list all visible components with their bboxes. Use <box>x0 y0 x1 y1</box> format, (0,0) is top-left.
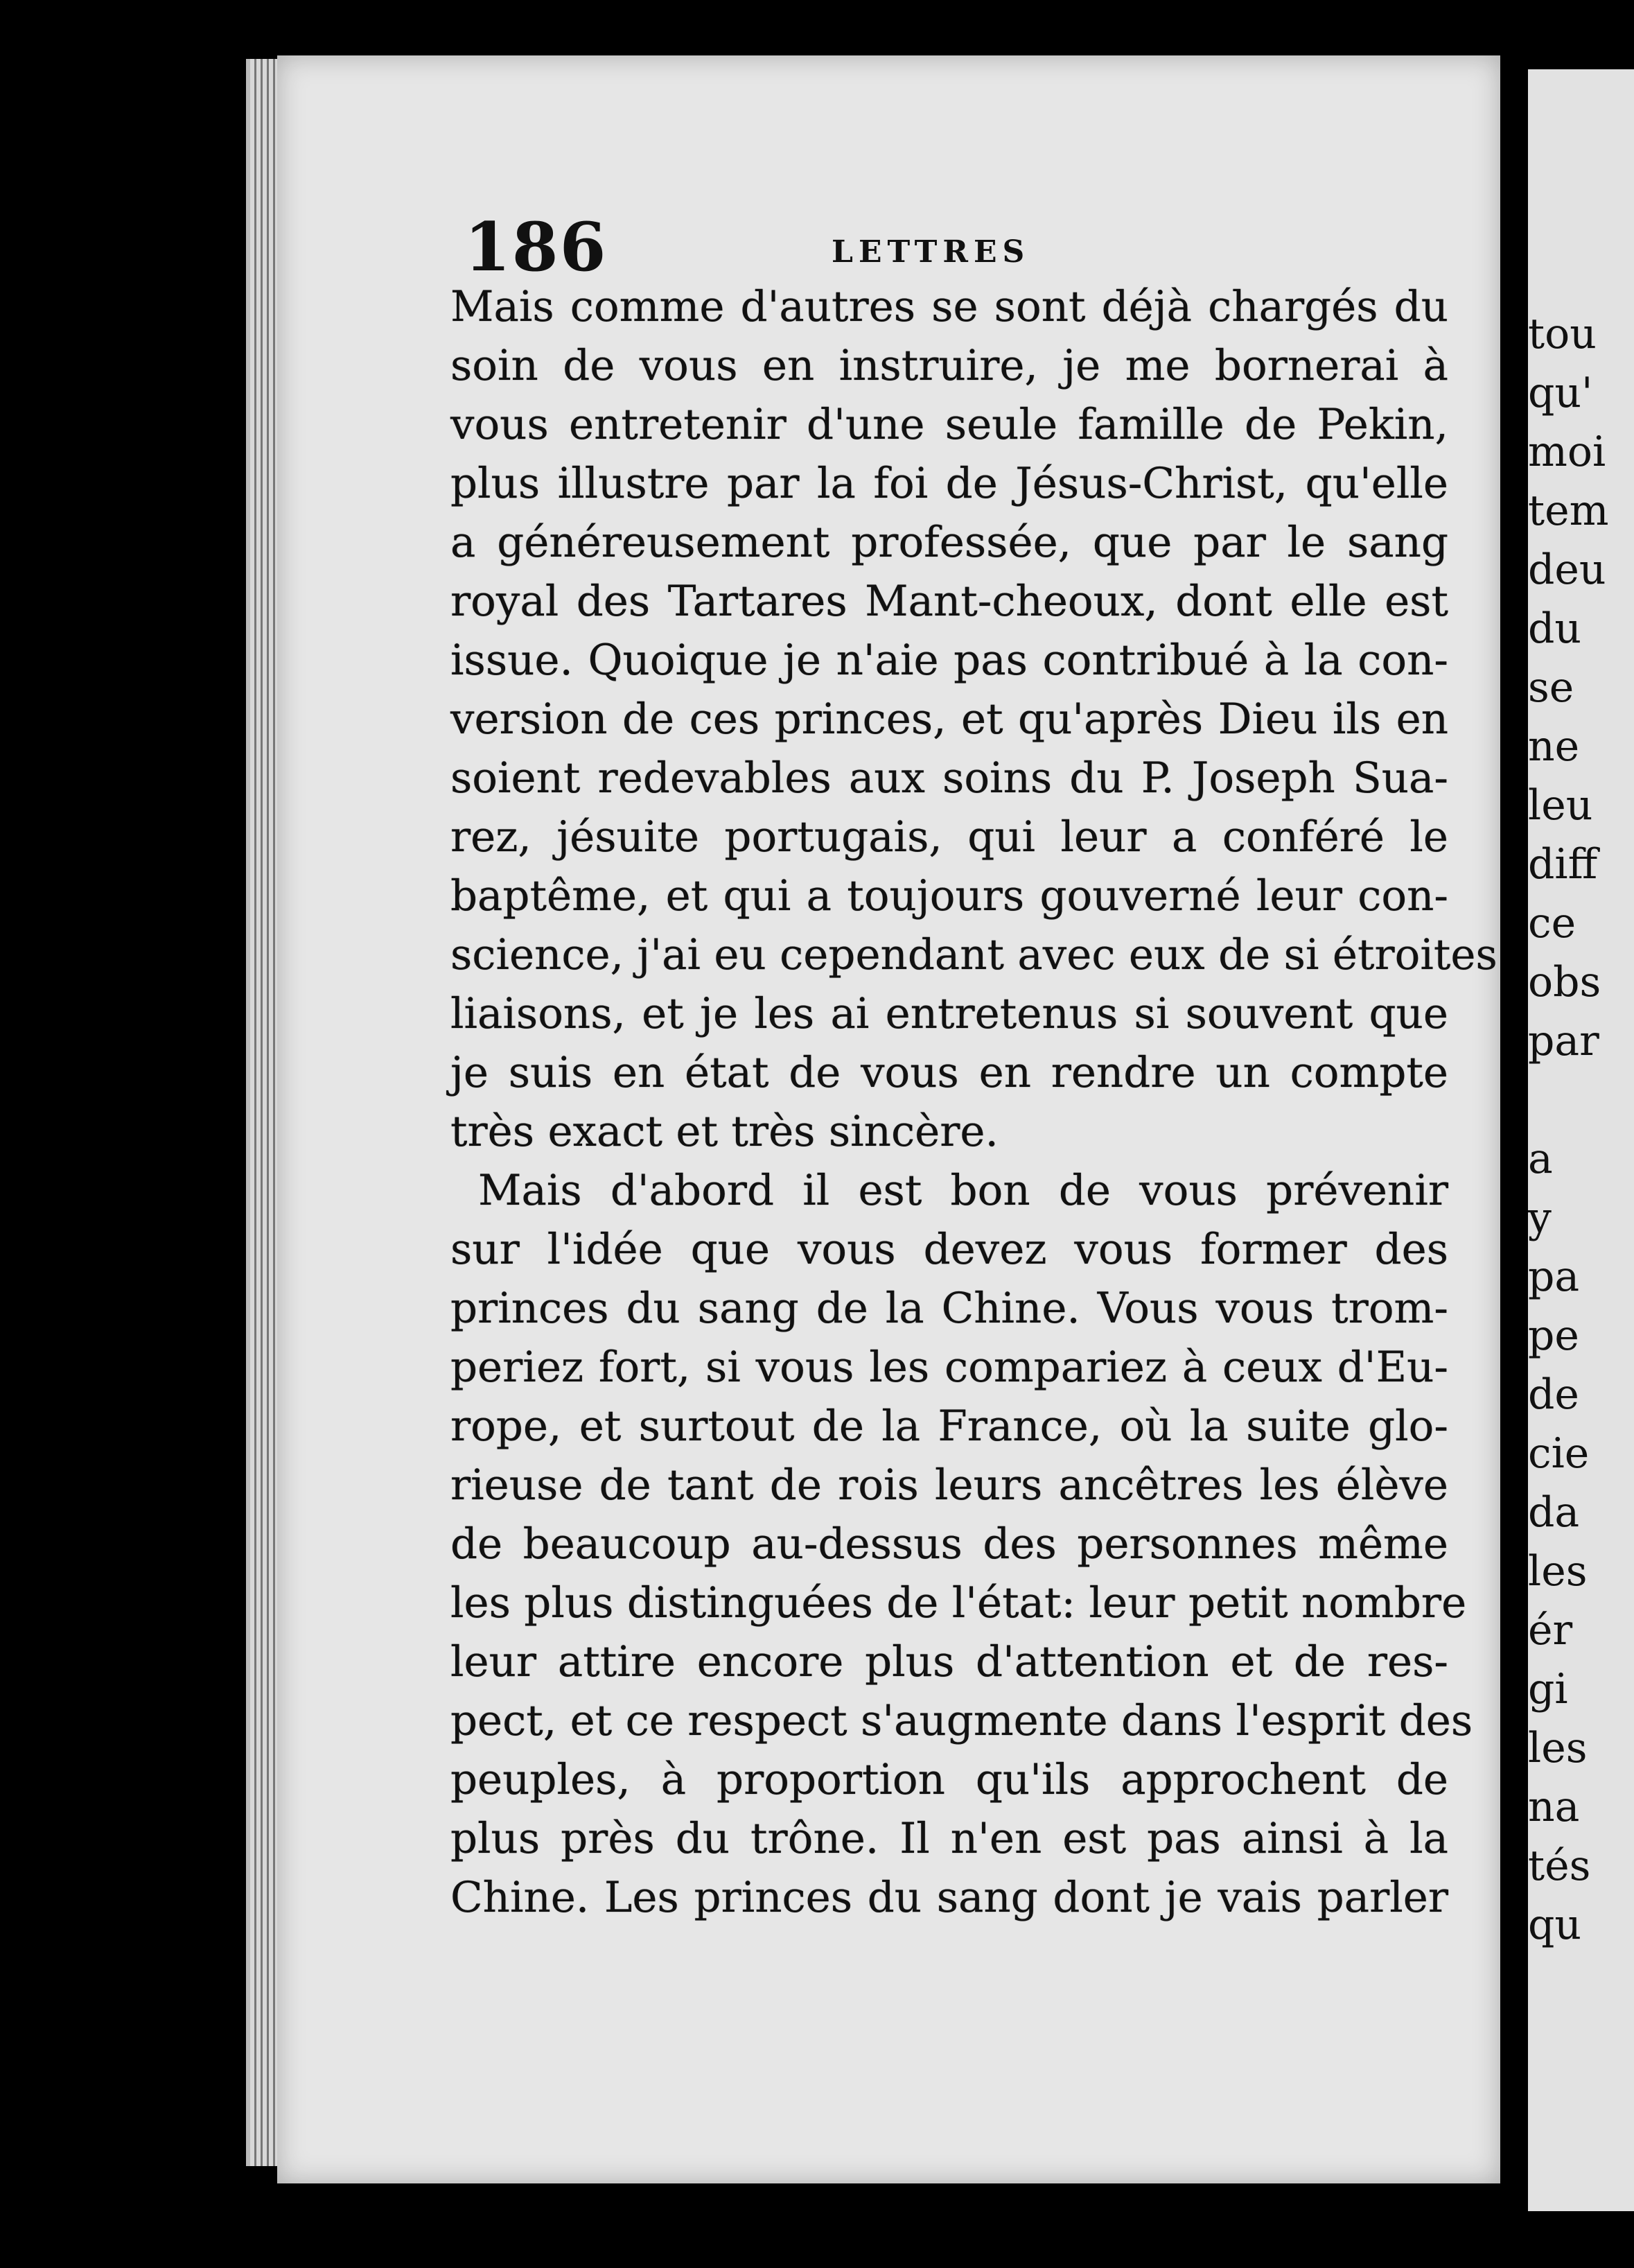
text-line: rieuse de tant de rois leurs ancêtres les élève <box>450 1460 1448 1510</box>
facing-line: se <box>1528 663 1574 712</box>
text-line: baptême, et qui a toujours gouverné leur con- <box>450 871 1448 921</box>
body-text <box>450 277 1497 1927</box>
facing-line: na <box>1528 1783 1580 1831</box>
facing-line: deu <box>1528 546 1606 594</box>
facing-line <box>1528 1071 1609 1130</box>
facing-line: qu' <box>1528 369 1593 417</box>
facing-line: leu <box>1528 781 1593 830</box>
text-line: rope, et surtout de la France, où la suite glo- <box>450 1402 1448 1451</box>
facing-page-edge <box>1528 69 1634 2211</box>
text-line: les plus distinguées de l'état: leur petit nombre <box>450 1578 1467 1628</box>
facing-line: pe <box>1528 1311 1579 1360</box>
text-line: rez, jésuite portugais, qui leur a conféré le <box>450 812 1448 862</box>
facing-line: gi <box>1528 1665 1568 1713</box>
text-line: royal des Tartares Mant-cheoux, dont elle est <box>450 577 1448 626</box>
facing-line: les <box>1528 1547 1588 1596</box>
text-line: Mais comme d'autres se sont déjà chargés du <box>450 282 1448 331</box>
text-line: peuples, à proportion qu'ils approchent de <box>450 1755 1448 1804</box>
text-line: soient redevables aux soins du P. Joseph Sua- <box>450 753 1448 803</box>
facing-line: y <box>1528 1194 1552 1242</box>
text-line: pect, et ce respect s'augmente dans l'esprit des <box>450 1696 1473 1745</box>
text-line: princes du sang de la Chine. Vous vous trom- <box>450 1284 1448 1333</box>
page-number: 186 <box>464 208 608 286</box>
facing-page-text <box>1528 305 1609 1955</box>
text-line: de beaucoup au-dessus des personnes même <box>450 1519 1448 1569</box>
text-line: a généreusement professée, que par le sang <box>450 518 1448 567</box>
text-line: version de ces princes, et qu'après Dieu ils en <box>450 695 1448 744</box>
facing-line: obs <box>1528 958 1601 1006</box>
text-line: très exact et très sincère. <box>450 1107 999 1156</box>
running-title: LETTRES <box>832 234 1030 270</box>
facing-line: tou <box>1528 310 1597 358</box>
text-line: je suis en état de vous en rendre un compte <box>450 1048 1448 1097</box>
facing-line: pa <box>1528 1253 1580 1301</box>
facing-line: tem <box>1528 487 1609 535</box>
facing-line: du <box>1528 604 1582 653</box>
text-line: Mais d'abord il est bon de vous prévenir <box>478 1166 1448 1215</box>
facing-line: moi <box>1528 428 1606 476</box>
text-line: science, j'ai eu cependant avec eux de si étroites <box>450 930 1497 979</box>
facing-line: diff <box>1528 840 1598 889</box>
text-line: sur l'idée que vous devez vous former des <box>450 1225 1448 1274</box>
facing-line: ce <box>1528 899 1576 948</box>
text-line: liaisons, et je les ai entretenus si souvent que <box>450 989 1448 1038</box>
text-line: plus près du trône. Il n'en est pas ainsi à la <box>450 1814 1448 1863</box>
facing-line: ér <box>1528 1606 1573 1655</box>
text-line: vous entretenir d'une seule famille de Pekin, <box>450 400 1448 449</box>
facing-line: ne <box>1528 722 1580 771</box>
text-line: issue. Quoique je n'aie pas contribué à la con- <box>450 636 1448 685</box>
facing-line: a <box>1528 1135 1553 1183</box>
facing-line: qu <box>1528 1901 1582 1949</box>
facing-line: cie <box>1528 1429 1590 1478</box>
facing-line: les <box>1528 1724 1588 1772</box>
text-line: plus illustre par la foi de Jésus-Christ, qu'elle <box>450 459 1448 508</box>
text-line: leur attire encore plus d'attention et de res- <box>450 1637 1448 1686</box>
text-line: periez fort, si vous les compariez à ceux d'Eu- <box>450 1343 1448 1392</box>
running-head <box>464 208 1448 284</box>
text-line: soin de vous en instruire, je me bornerai à <box>450 341 1448 390</box>
facing-line: da <box>1528 1488 1580 1537</box>
facing-line: par <box>1528 1017 1599 1065</box>
text-line: Chine. Les princes du sang dont je vais parler <box>450 1873 1448 1922</box>
facing-line: tés <box>1528 1842 1591 1890</box>
facing-line: de <box>1528 1370 1579 1419</box>
